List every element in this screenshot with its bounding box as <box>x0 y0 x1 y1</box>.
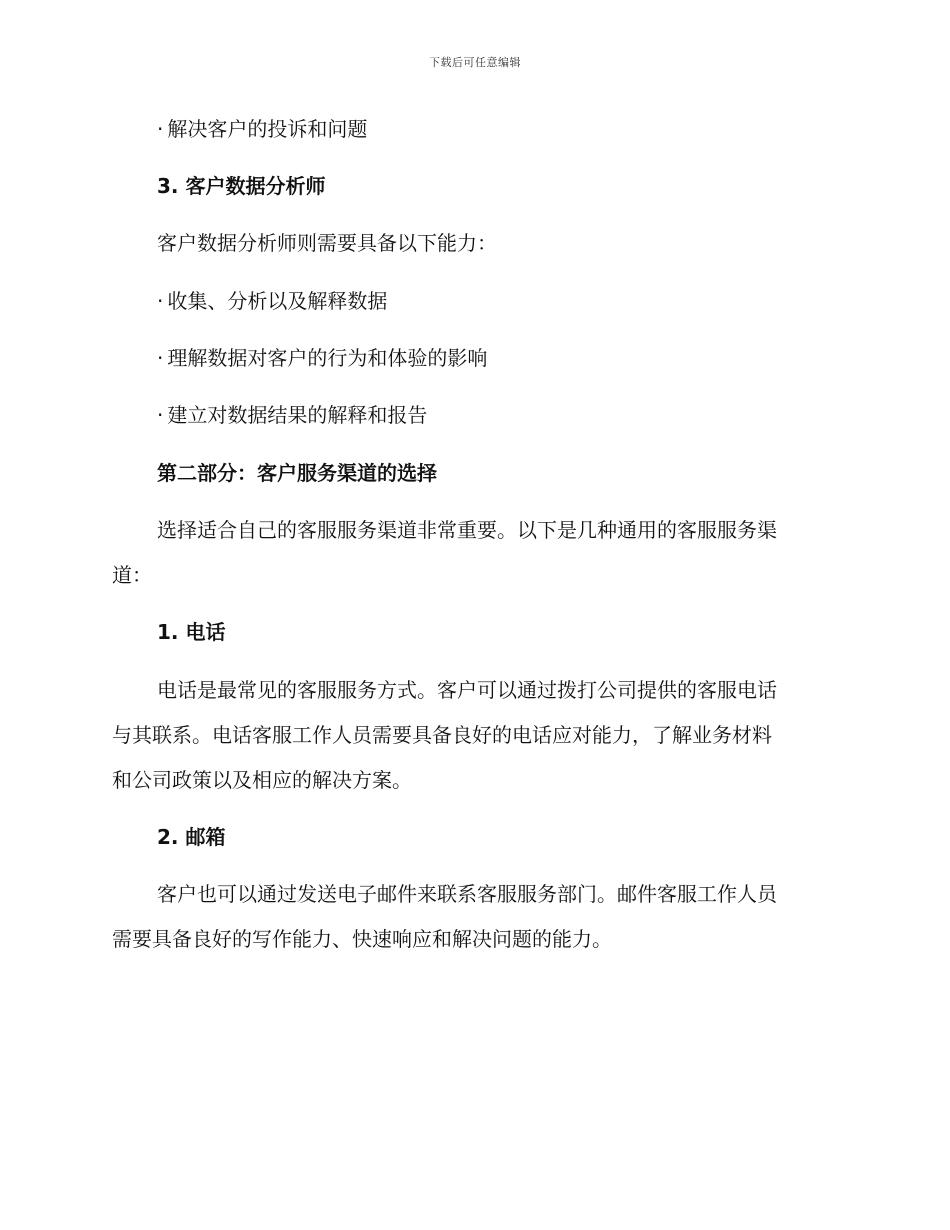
bullet-symbol: · <box>157 346 164 370</box>
list-item-text: 解决客户的投诉和问题 <box>167 117 368 141</box>
bullet-symbol: · <box>157 403 164 427</box>
list-item <box>157 289 387 313</box>
paragraph-line: 客户也可以通过发送电子邮件来联系客服服务部门。邮件客服工作人员 <box>157 882 777 906</box>
paragraph-line: 道： <box>112 563 152 587</box>
list-item <box>157 117 367 141</box>
page-header: 下载后可任意编辑 <box>429 56 521 69</box>
paragraph-line: 需要具备良好的写作能力、快速响应和解决问题的能力。 <box>112 927 612 951</box>
section-heading-phone: 1. 电话 <box>157 620 226 644</box>
paragraph-line: 和公司政策以及相应的解决方案。 <box>112 768 412 792</box>
paragraph-analyst-intro: 客户数据分析师则需要具备以下能力： <box>157 231 497 255</box>
section-heading-email: 2. 邮箱 <box>157 825 226 849</box>
paragraph-line: 选择适合自己的客服服务渠道非常重要。以下是几种通用的客服服务渠 <box>157 518 777 542</box>
list-item <box>157 346 487 370</box>
list-item <box>157 403 427 427</box>
bullet-symbol: · <box>157 289 164 313</box>
section-heading-analyst: 3. 客户数据分析师 <box>157 174 326 198</box>
paragraph-line: 电话是最常见的客服服务方式。客户可以通过拨打公司提供的客服电话 <box>157 678 777 702</box>
list-item-text: 收集、分析以及解释数据 <box>167 289 388 313</box>
list-item-text: 建立对数据结果的解释和报告 <box>167 403 428 427</box>
bullet-symbol: · <box>157 117 164 141</box>
list-item-text: 理解数据对客户的行为和体验的影响 <box>167 346 488 370</box>
paragraph-line: 与其联系。电话客服工作人员需要具备良好的电话应对能力，了解业务材料 <box>112 723 772 747</box>
part-two-heading: 第二部分：客户服务渠道的选择 <box>157 461 437 485</box>
